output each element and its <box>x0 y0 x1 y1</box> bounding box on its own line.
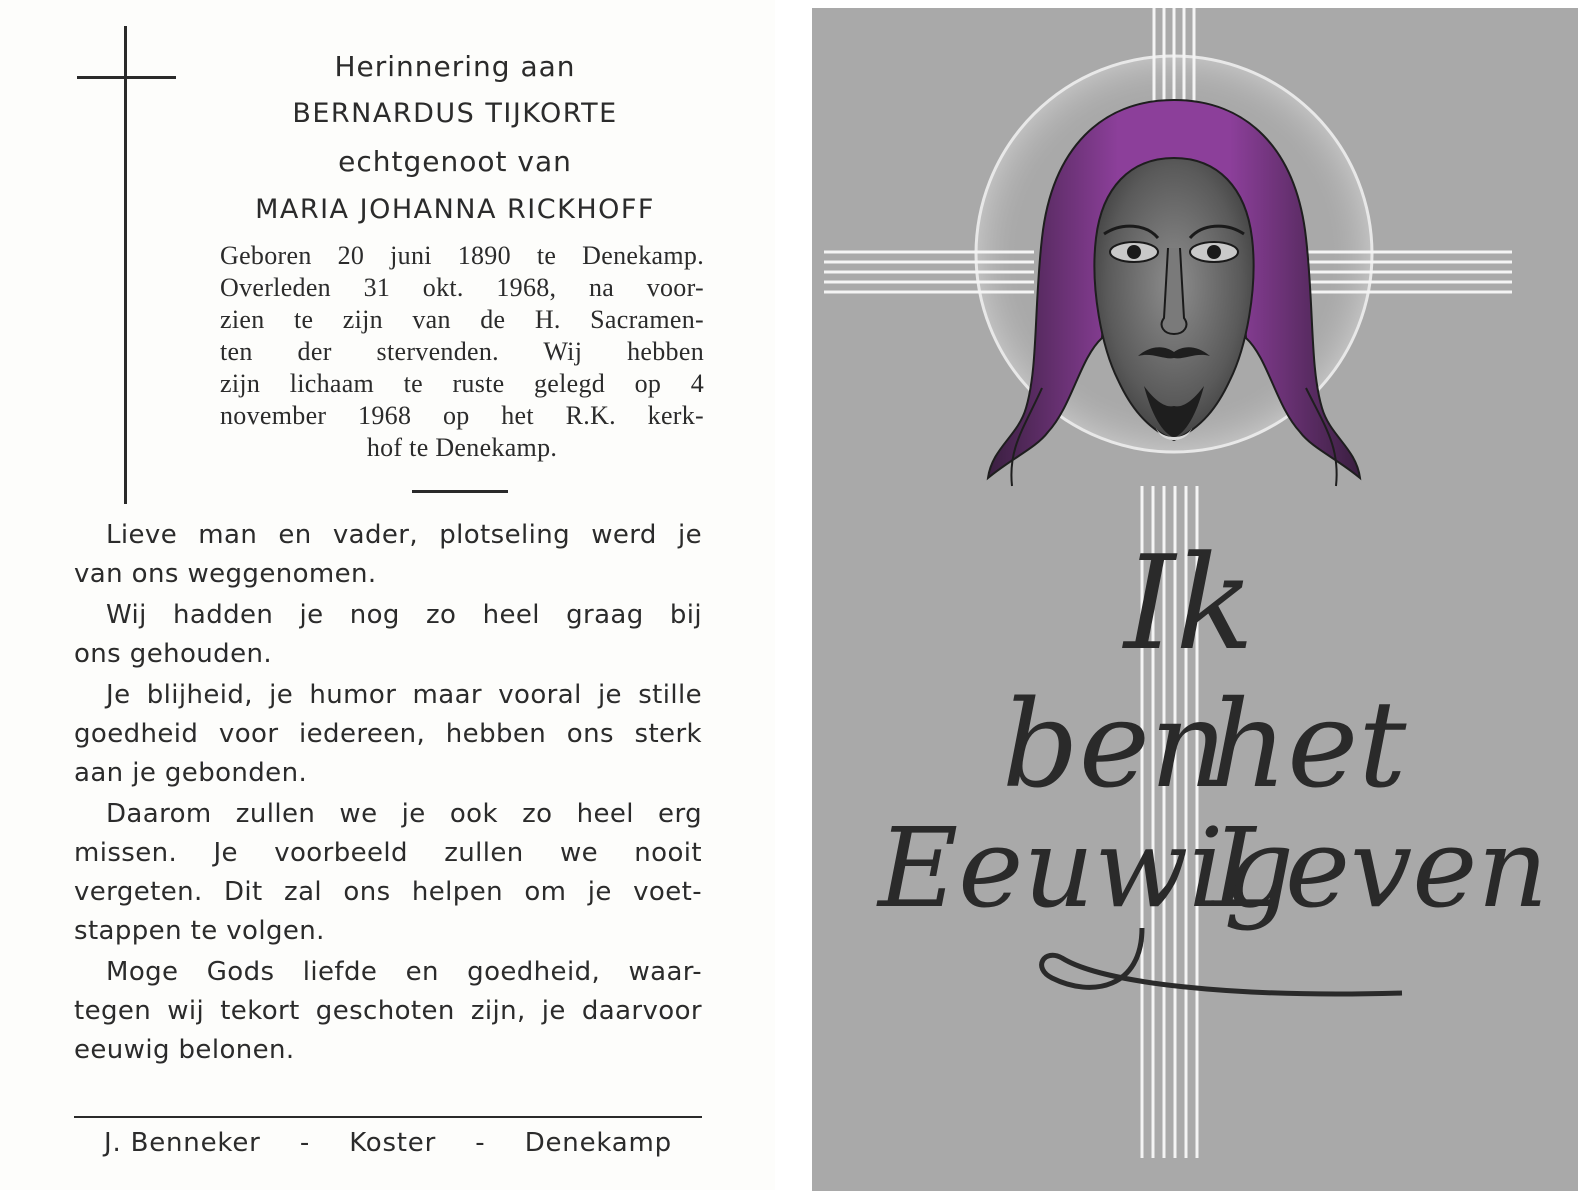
poem-line: Moge Gods liefde en goedheid, waar- <box>106 957 702 987</box>
devotional-text-het: het <box>1210 676 1407 815</box>
header-spouse-of: echtgenoot van <box>338 145 572 178</box>
devotional-text-eeuwig: Eeuwig <box>878 804 1294 932</box>
footer-role: Koster <box>349 1128 437 1158</box>
poem-line: goedheid voor iedereen, hebben ons sterk <box>74 719 702 749</box>
poem-line: tegen wij tekort geschoten zijn, je daarvoor <box>74 996 702 1026</box>
footer-credits <box>104 1128 672 1168</box>
spouse-name: MARIA JOHANNA RICKHOFF <box>255 194 655 225</box>
poem-line: vergeten. Dit zal ons helpen om je voet- <box>74 877 702 907</box>
header-remembrance: Herinnering aan <box>334 50 576 83</box>
poem-line: van ons weggenomen. <box>74 559 377 589</box>
devotional-text-ik: Ik <box>1124 527 1255 679</box>
footer-separator: - <box>299 1128 310 1158</box>
footer-separator: - <box>475 1128 486 1158</box>
bio-line: Overleden 31 okt. 1968, na voor- <box>220 273 704 302</box>
deceased-name: BERNARDUS TIJKORTE <box>292 98 618 129</box>
divider-short <box>412 490 508 493</box>
cross-icon-horizontal <box>77 76 176 79</box>
devotional-text-ben: ben <box>1002 676 1228 815</box>
bio-line: ten der stervenden. Wij hebben <box>220 337 704 366</box>
poem-line: missen. Je voorbeeld zullen we nooit <box>74 838 702 868</box>
devotional-text-leven: Leven <box>1212 804 1549 932</box>
christ-face-icon <box>812 8 1578 1191</box>
footer-name: J. Benneker <box>104 1128 261 1158</box>
poem-line: Daarom zullen we je ook zo heel erg <box>106 799 702 829</box>
devotional-image-card <box>812 8 1578 1191</box>
cross-icon-vertical <box>124 26 127 504</box>
poem-line: Wij hadden je nog zo heel graag bij <box>106 600 702 630</box>
footer-place: Denekamp <box>524 1128 672 1158</box>
poem-line: Lieve man en vader, plotseling werd je <box>106 520 702 550</box>
poem-line: aan je gebonden. <box>74 758 308 788</box>
poem-line: eeuwig belonen. <box>74 1035 295 1065</box>
divider-long <box>74 1116 702 1118</box>
poem-line: ons gehouden. <box>74 639 273 669</box>
bio-line: november 1968 op het R.K. kerk- <box>220 401 704 430</box>
bio-line: zijn lichaam te ruste gelegd op 4 <box>220 369 704 398</box>
memorial-text-card <box>0 0 775 1190</box>
bio-line: hof te Denekamp. <box>366 433 558 462</box>
bio-line: zien te zijn van de H. Sacramen- <box>220 305 704 334</box>
bio-line: Geboren 20 juni 1890 te Denekamp. <box>220 241 704 270</box>
poem-line: stappen te volgen. <box>74 916 325 946</box>
poem-line: Je blijheid, je humor maar vooral je stille <box>106 680 702 710</box>
